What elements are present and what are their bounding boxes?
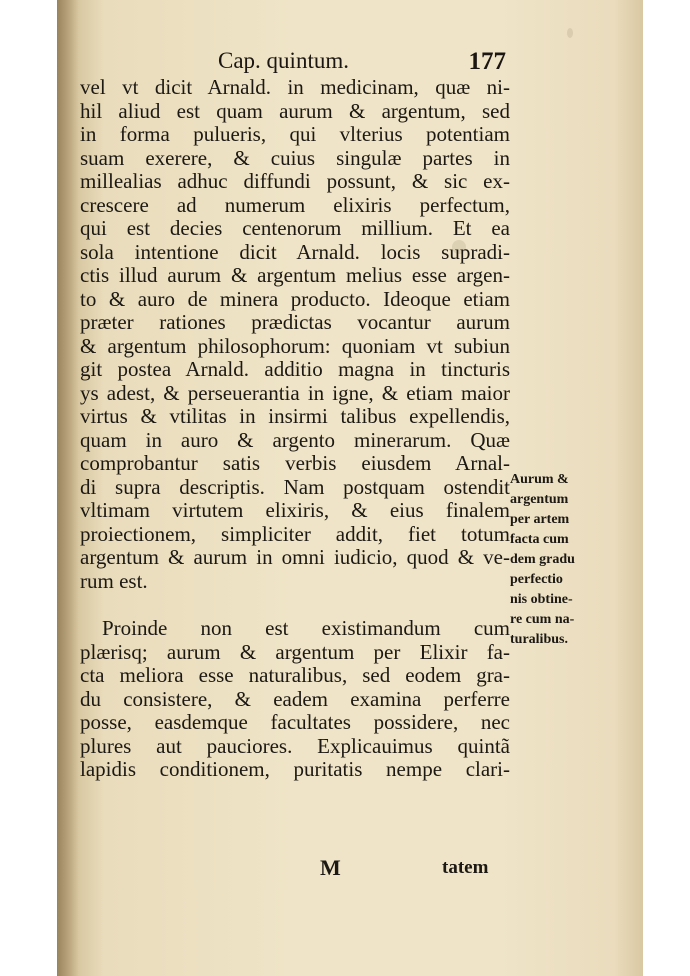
- marginal-note: [510, 470, 622, 650]
- text-line: vel vt dicit Arnald. in medicinam, quæ ni-: [80, 75, 510, 99]
- text-line: du consistere, & eadem examina perferre: [80, 686, 510, 711]
- marginal-line: turalibus.: [510, 632, 568, 647]
- marginal-line: Aurum &: [510, 472, 569, 487]
- paragraph-break: [80, 593, 510, 617]
- text-line: git postea Arnald. additio magna in tincturis: [80, 357, 510, 381]
- page-number: 177: [468, 48, 506, 75]
- text-line: crescere ad numerum elixiris perfectum,: [80, 192, 510, 217]
- text-line: qui est decies centenorum millium. Et ea: [80, 216, 510, 240]
- text-line: ys adest, & perseuerantia in igne, & etiam maior: [80, 380, 510, 405]
- text-line: & argentum philosophorum: quoniam vt subiun: [80, 333, 510, 358]
- main-text: [80, 76, 510, 782]
- marginal-line: nis obtine-: [510, 592, 573, 607]
- text-line: quam in auro & argento minerarum. Quæ: [80, 427, 510, 452]
- marginal-line: argentum: [510, 492, 569, 507]
- text-line: hil aliud est quam aurum & argentum, sed: [80, 98, 510, 123]
- marginal-line: perfectio: [510, 572, 563, 587]
- text-line: præter rationes prædictas vocantur aurum: [80, 310, 510, 334]
- text-line: di supra descriptis. Nam postquam ostendit: [80, 474, 510, 499]
- signature-mark: M: [320, 855, 341, 880]
- marginal-line: per artem: [510, 512, 570, 527]
- ink-blot: [567, 28, 573, 38]
- text-line: argentum & aurum in omni iudicio, quod & ve-: [80, 545, 510, 569]
- text-line: vltimam virtutem elixiris, & eius finalem: [80, 498, 510, 522]
- text-line: suam exerere, & cuius singulæ partes in: [80, 145, 510, 170]
- paragraph-2: [80, 617, 510, 782]
- paragraph-1: [80, 76, 510, 593]
- text-line: posse, easdemque facultates possidere, nec: [80, 710, 510, 734]
- marginal-line: facta cum: [510, 532, 569, 547]
- catchword: tatem: [442, 857, 489, 878]
- marginal-line: dem gradu: [510, 552, 575, 567]
- marginal-line: re cum na-: [510, 612, 575, 627]
- text-line: lapidis conditionem, puritatis nempe clari-: [80, 757, 510, 781]
- text-line: comprobantur satis verbis eiusdem Arnal-: [80, 451, 510, 475]
- page-gutter-shadow: [57, 0, 79, 976]
- text-line: ctis illud aurum & argentum melius esse argen-: [80, 263, 510, 287]
- text-line: cta meliora esse naturalibus, sed eodem gra-: [80, 663, 510, 687]
- text-line: to & auro de minera producto. Ideoque etiam: [80, 286, 510, 311]
- text-line: plures aut pauciores. Explicauimus quintã: [80, 733, 510, 758]
- text-line: virtus & vtilitas in insirmi talibus expellendis,: [80, 404, 510, 428]
- text-line: Proinde non est existimandum cum: [102, 616, 510, 640]
- running-head: Cap. quintum.: [218, 48, 349, 73]
- text-line: sola intentione dicit Arnald. locis supradi-: [80, 239, 510, 264]
- text-line: millealias adhuc diffundi possunt, & sic ex-: [80, 169, 510, 193]
- text-line: proiectionem, simpliciter addit, fiet totum: [80, 521, 510, 546]
- text-line: plærisq; aurum & argentum per Elixir fa-: [80, 639, 510, 664]
- text-line: in forma pulueris, qui vlterius potentiam: [80, 122, 510, 146]
- text-line: rum est.: [80, 568, 148, 593]
